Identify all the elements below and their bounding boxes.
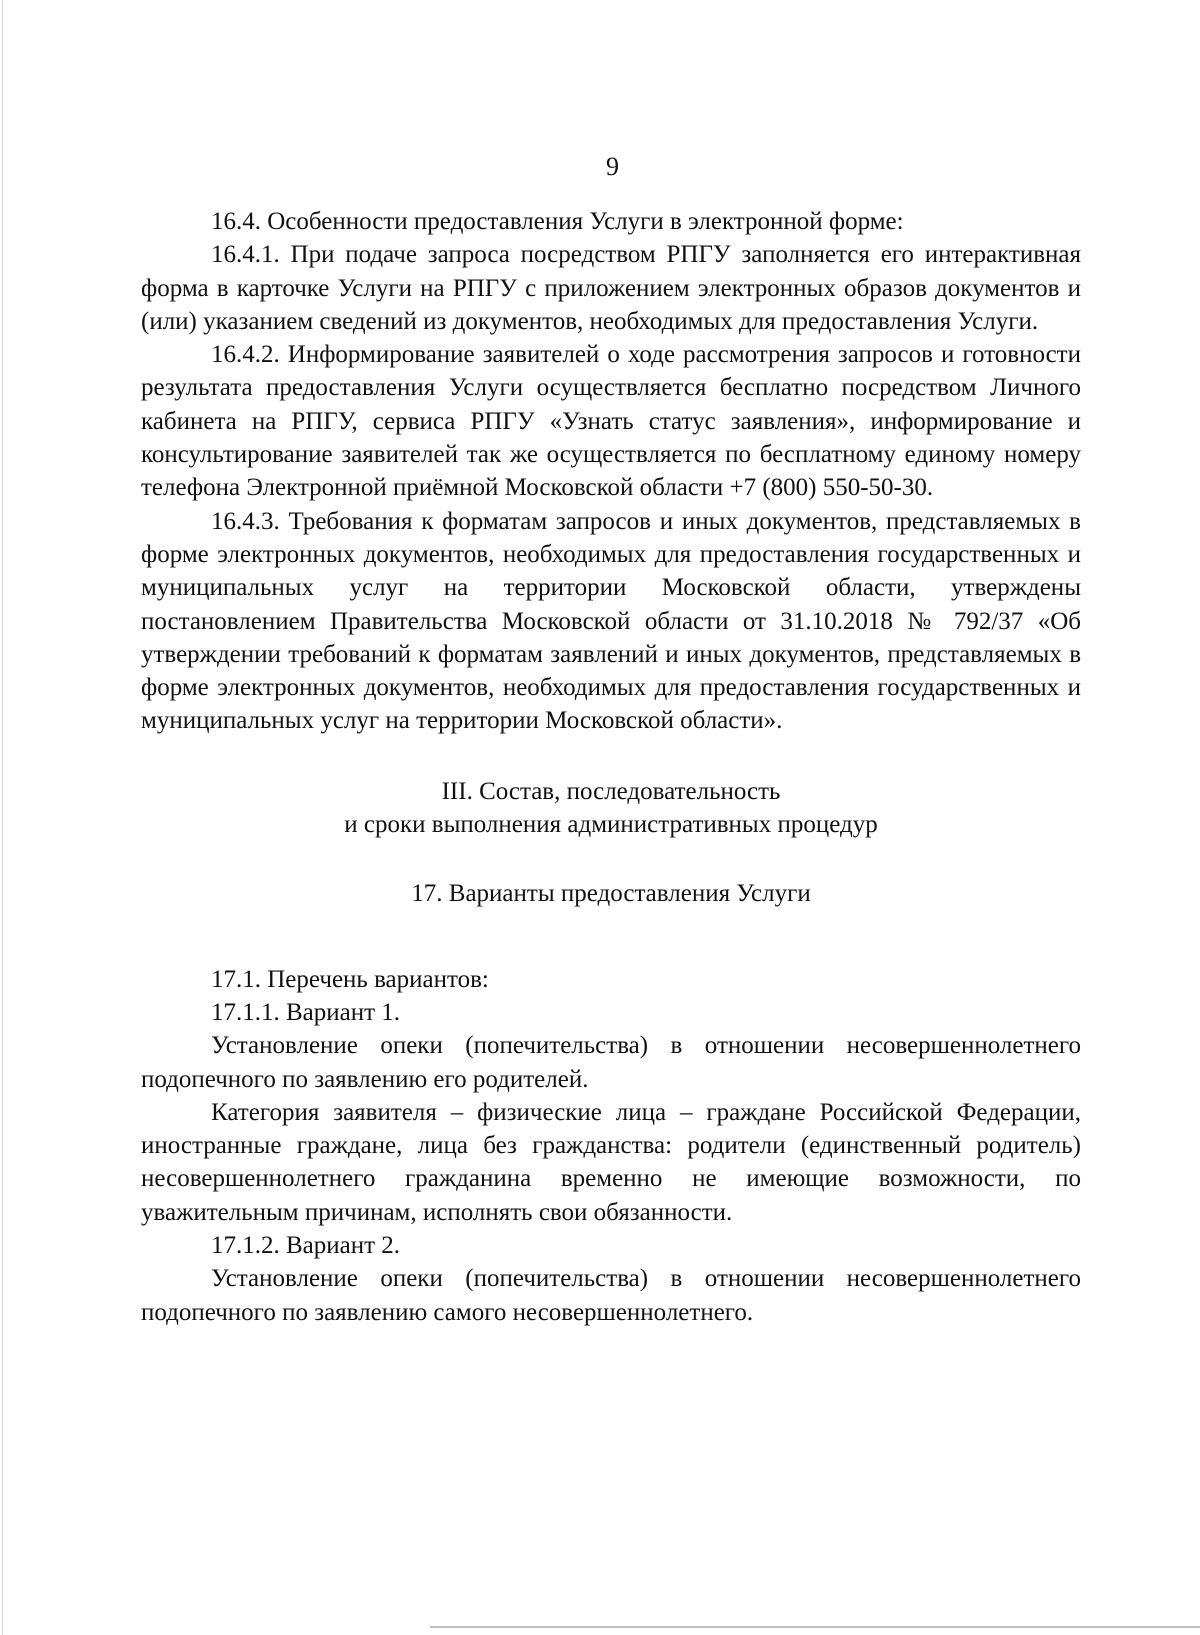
paragraph-16-4-1: 16.4.1. При подаче запроса посредством РПГУ заполняется его интерактивная форма в карточке Услуги на РПГУ с приложением электронных образов документов и (или) указанием сведений из документов, необходимых для предоставления Услуги. [141,241,1081,335]
paragraph-16-4-2: 16.4.2. Информирование заявителей о ходе рассмотрения запросов и готовности результата предоставления Услуги осуществляется бесплатно посредством Личного кабинета на РПГУ, сервиса РПГУ «Узнать статус заявления», информирование и консультирование заявителей так же осуществляется по бесплатному единому номеру телефона Электронной приёмной Московской области +7 (800) 550-50-30. [141,341,1081,502]
scan-edge-left [2,0,3,1635]
paragraph-17-1-1: 17.1.1. Вариант 1. [211,998,401,1026]
document-body [141,205,1081,1329]
subsection-heading: 17. Варианты предоставления Услуги [411,880,811,908]
section-heading-line-2: и сроки выполнения административных процедур [344,811,878,839]
scan-edge-bottom [430,1626,1200,1628]
paragraph-variant-2-description: Установление опеки (попечительства) в отношении несовершеннолетнего подопечного по заявлению самого несовершеннолетнего. [141,1265,1081,1326]
paragraph-variant-1-category: Категория заявителя – физические лица – граждане Российской Федерации, иностранные граждане, лица без гражданства: родители (единственный родитель) несовершеннолетнего гражданина временно не имеющие возможности, по уважительным причинам, исполнять свои обязанности. [141,1098,1081,1226]
paragraph-16-4-3: 16.4.3. Требования к форматам запросов и иных документов, представляемых в форме электронных документов, необходимых для предоставления государственных и муниципальных услуг на территории Московской области, утверждены постановлением Правительства Московской области от 31.10.2018 № 792/37 «Об утверждении требований к форматам заявлений и иных документов, представляемых в форме электронных документов, необходимых для предоставления государственных и муниципальных услуг на территории Московской области». [141,507,1081,735]
page-number: 9 [606,152,619,181]
paragraph-variant-1-description: Установление опеки (попечительства) в отношении несовершеннолетнего подопечного по заявлению его родителей. [141,1032,1081,1093]
paragraph-17-1-2: 17.1.2. Вариант 2. [211,1232,401,1260]
paragraph-16-4: 16.4. Особенности предоставления Услуги в электронной форме: [211,208,904,235]
section-heading-line-1: III. Состав, последовательность [441,777,781,805]
section-heading [141,775,1081,842]
paragraph-17-1: 17.1. Перечень вариантов: [211,965,489,993]
